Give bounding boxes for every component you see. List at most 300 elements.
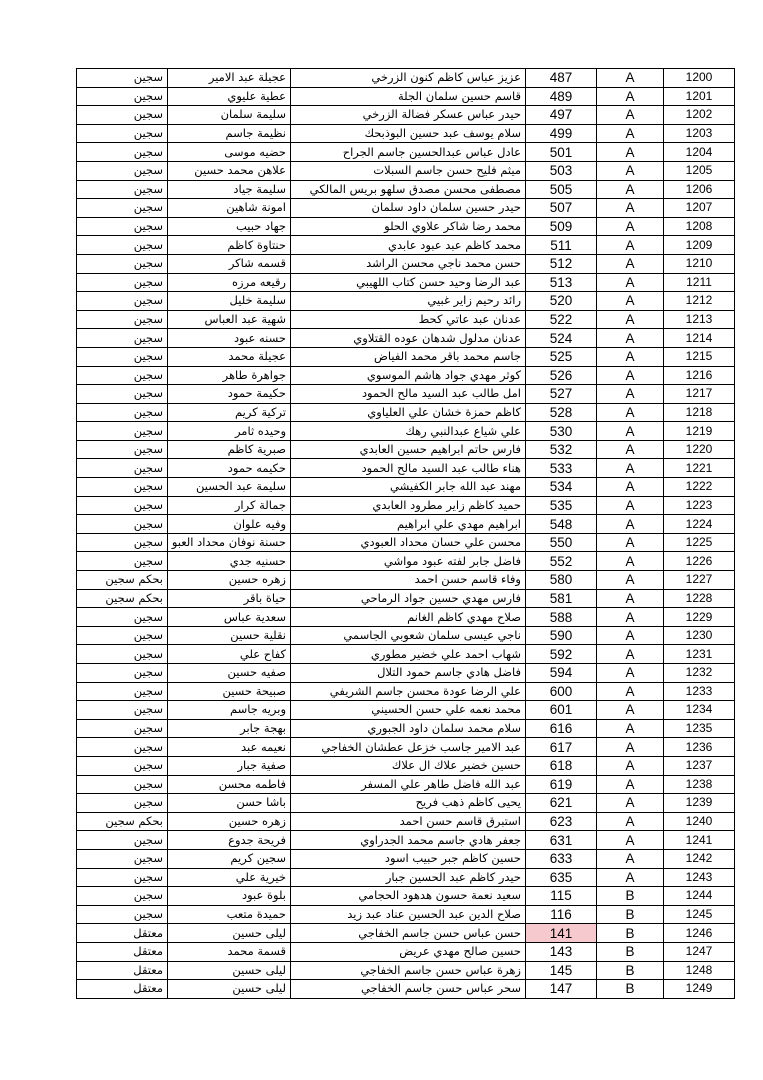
status-cell: سجين	[77, 682, 168, 701]
full-name-cell: حسين خضير علاك ال علاك	[291, 756, 526, 775]
sequence-number-cell: 1203	[664, 124, 735, 143]
status-cell: سجين	[77, 756, 168, 775]
mother-name-cell: باشا حسن	[168, 794, 291, 813]
mother-name-cell: نعيمه عبد	[168, 738, 291, 757]
category-cell: A	[597, 515, 664, 534]
table-row	[77, 292, 735, 311]
category-cell: A	[597, 868, 664, 887]
table-row	[77, 738, 735, 757]
category-cell: A	[597, 608, 664, 627]
status-cell: معتقل	[77, 961, 168, 980]
full-name-cell: فاضل هادي جاسم حمود التلال	[291, 664, 526, 683]
category-cell: A	[597, 496, 664, 515]
sequence-number-cell: 1238	[664, 775, 735, 794]
sequence-number-cell: 1231	[664, 645, 735, 664]
category-cell: A	[597, 794, 664, 813]
status-cell: سجين	[77, 478, 168, 497]
status-cell: سجين	[77, 849, 168, 868]
table-row	[77, 812, 735, 831]
full-name-cell: سلام يوسف عبد حسين البوذبحك	[291, 124, 526, 143]
mother-name-cell: فاطمه محسن	[168, 775, 291, 794]
full-name-cell: حسن محمد ناجي محسن الراشد	[291, 254, 526, 273]
category-cell: A	[597, 347, 664, 366]
record-number-cell: 635	[526, 868, 597, 887]
mother-name-cell: شهية عبد العباس	[168, 310, 291, 329]
mother-name-cell: جواهرة طاهر	[168, 366, 291, 385]
category-cell: A	[597, 571, 664, 590]
category-cell: A	[597, 217, 664, 236]
full-name-cell: استبرق قاسم حسن احمد	[291, 812, 526, 831]
table-row	[77, 849, 735, 868]
sequence-number-cell: 1208	[664, 217, 735, 236]
category-cell: A	[597, 106, 664, 125]
full-name-cell: محسن علي حسان محداد العبودي	[291, 533, 526, 552]
category-cell: A	[597, 775, 664, 794]
full-name-cell: سلام محمد سلمان داود الجبوري	[291, 719, 526, 738]
full-name-cell: حيدر عباس عسكر فضالة الزرخي	[291, 106, 526, 125]
category-cell: A	[597, 645, 664, 664]
sequence-number-cell: 1249	[664, 980, 735, 999]
full-name-cell: شهاب احمد علي خضير مطوري	[291, 645, 526, 664]
status-cell: سجين	[77, 69, 168, 88]
category-cell: A	[597, 385, 664, 404]
full-name-cell: ميثم فليح حسن جاسم السبلات	[291, 161, 526, 180]
record-number-cell: 526	[526, 366, 597, 385]
category-cell: A	[597, 459, 664, 478]
table-row	[77, 626, 735, 645]
sequence-number-cell: 1248	[664, 961, 735, 980]
table-row	[77, 589, 735, 608]
table-row	[77, 571, 735, 590]
mother-name-cell: امونة شاهين	[168, 199, 291, 218]
status-cell: سجين	[77, 905, 168, 924]
full-name-cell: جعفر هادي جاسم محمد الجدراوي	[291, 831, 526, 850]
table-row	[77, 775, 735, 794]
sequence-number-cell: 1207	[664, 199, 735, 218]
record-number-cell: 501	[526, 143, 597, 162]
mother-name-cell: رقيعه مرزه	[168, 273, 291, 292]
category-cell: A	[597, 161, 664, 180]
table-row	[77, 217, 735, 236]
mother-name-cell: خيرية علي	[168, 868, 291, 887]
status-cell: سجين	[77, 422, 168, 441]
record-number-cell: 618	[526, 756, 597, 775]
status-cell: سجين	[77, 719, 168, 738]
status-cell: بحكم سجين	[77, 589, 168, 608]
record-number-cell: 147	[526, 980, 597, 999]
sequence-number-cell: 1220	[664, 440, 735, 459]
sequence-number-cell: 1204	[664, 143, 735, 162]
status-cell: سجين	[77, 87, 168, 106]
sequence-number-cell: 1213	[664, 310, 735, 329]
status-cell: معتقل	[77, 980, 168, 999]
mother-name-cell: صبرية كاظم	[168, 440, 291, 459]
status-cell: سجين	[77, 775, 168, 794]
category-cell: B	[597, 887, 664, 906]
mother-name-cell: علاهن محمد حسين	[168, 161, 291, 180]
record-number-cell: 525	[526, 347, 597, 366]
full-name-cell: كاظم حمزة خشان علي العلياوي	[291, 403, 526, 422]
record-number-cell: 621	[526, 794, 597, 813]
table-row	[77, 756, 735, 775]
sequence-number-cell: 1214	[664, 329, 735, 348]
table-row	[77, 329, 735, 348]
table-row	[77, 310, 735, 329]
status-cell: سجين	[77, 254, 168, 273]
full-name-cell: عدنان مدلول شدهان عوده القتلاوي	[291, 329, 526, 348]
record-number-cell: 588	[526, 608, 597, 627]
record-number-cell: 522	[526, 310, 597, 329]
mother-name-cell: سجين كريم	[168, 849, 291, 868]
category-cell: A	[597, 589, 664, 608]
record-number-cell: 619	[526, 775, 597, 794]
sequence-number-cell: 1234	[664, 701, 735, 720]
full-name-cell: كوثر مهدي جواد هاشم الموسوي	[291, 366, 526, 385]
table-row	[77, 69, 735, 88]
full-name-cell: حسن عباس حسن جاسم الخفاجي	[291, 924, 526, 943]
record-number-cell: 115	[526, 887, 597, 906]
mother-name-cell: عجيلة عبد الامير	[168, 69, 291, 88]
mother-name-cell: حميدة متعب	[168, 905, 291, 924]
category-cell: A	[597, 552, 664, 571]
table-row	[77, 980, 735, 999]
sequence-number-cell: 1239	[664, 794, 735, 813]
status-cell: سجين	[77, 608, 168, 627]
category-cell: A	[597, 440, 664, 459]
category-cell: A	[597, 366, 664, 385]
table-row	[77, 459, 735, 478]
mother-name-cell: بلوة عبود	[168, 887, 291, 906]
sequence-number-cell: 1210	[664, 254, 735, 273]
record-number-cell: 592	[526, 645, 597, 664]
status-cell: سجين	[77, 310, 168, 329]
full-name-cell: حسين كاظم جبر حبيب اسود	[291, 849, 526, 868]
mother-name-cell: سليمة سلمان	[168, 106, 291, 125]
mother-name-cell: نقلية حسين	[168, 626, 291, 645]
record-number-cell: 145	[526, 961, 597, 980]
category-cell: A	[597, 849, 664, 868]
sequence-number-cell: 1202	[664, 106, 735, 125]
category-cell: A	[597, 310, 664, 329]
status-cell: سجين	[77, 366, 168, 385]
table-row	[77, 682, 735, 701]
category-cell: A	[597, 533, 664, 552]
mother-name-cell: حضيه موسى	[168, 143, 291, 162]
mother-name-cell: جمالة كرار	[168, 496, 291, 515]
category-cell: A	[597, 273, 664, 292]
full-name-cell: صلاح الدين عبد الحسين عناد عبد زيد	[291, 905, 526, 924]
full-name-cell: رائد رحيم زاير غبيي	[291, 292, 526, 311]
record-number-cell: 616	[526, 719, 597, 738]
category-cell: A	[597, 756, 664, 775]
table-row	[77, 347, 735, 366]
record-number-cell: 580	[526, 571, 597, 590]
sequence-number-cell: 1219	[664, 422, 735, 441]
full-name-cell: محمد كاظم عبد عبود عابدي	[291, 236, 526, 255]
record-number-cell: 548	[526, 515, 597, 534]
sequence-number-cell: 1228	[664, 589, 735, 608]
status-cell: سجين	[77, 385, 168, 404]
record-number-cell: 633	[526, 849, 597, 868]
full-name-cell: فارس حاتم ابراهيم حسين العابدي	[291, 440, 526, 459]
full-name-cell: حميد كاظم زاير مطرود العابدي	[291, 496, 526, 515]
sequence-number-cell: 1201	[664, 87, 735, 106]
category-cell: A	[597, 87, 664, 106]
table-row	[77, 161, 735, 180]
sequence-number-cell: 1221	[664, 459, 735, 478]
status-cell: بحكم سجين	[77, 812, 168, 831]
sequence-number-cell: 1209	[664, 236, 735, 255]
table-row	[77, 87, 735, 106]
document-sheet	[76, 68, 713, 999]
mother-name-cell: حياة باقر	[168, 589, 291, 608]
full-name-cell: مهند عبد الله جابر الكفيشي	[291, 478, 526, 497]
category-cell: B	[597, 905, 664, 924]
sequence-number-cell: 1215	[664, 347, 735, 366]
mother-name-cell: وبريه جاسم	[168, 701, 291, 720]
record-number-cell: 143	[526, 942, 597, 961]
status-cell: سجين	[77, 124, 168, 143]
sequence-number-cell: 1246	[664, 924, 735, 943]
sequence-number-cell: 1229	[664, 608, 735, 627]
table-row	[77, 961, 735, 980]
sequence-number-cell: 1247	[664, 942, 735, 961]
table-row	[77, 143, 735, 162]
category-cell: A	[597, 329, 664, 348]
full-name-cell: ابراهيم مهدي علي ابراهيم	[291, 515, 526, 534]
table-row	[77, 924, 735, 943]
status-cell: سجين	[77, 831, 168, 850]
full-name-cell: جاسم محمد باقر محمد الفياض	[291, 347, 526, 366]
table-row	[77, 868, 735, 887]
status-cell: سجين	[77, 515, 168, 534]
record-number-cell: 552	[526, 552, 597, 571]
mother-name-cell: وحيده ثامر	[168, 422, 291, 441]
sequence-number-cell: 1237	[664, 756, 735, 775]
mother-name-cell: حسنيه جدي	[168, 552, 291, 571]
table-row	[77, 701, 735, 720]
mother-name-cell: حنتاوة كاظم	[168, 236, 291, 255]
status-cell: سجين	[77, 626, 168, 645]
records-table-body	[77, 69, 735, 999]
mother-name-cell: زهره حسين	[168, 812, 291, 831]
record-number-cell: 535	[526, 496, 597, 515]
table-row	[77, 124, 735, 143]
full-name-cell: حيدر كاظم عبد الحسين جبار	[291, 868, 526, 887]
mother-name-cell: نظيمة جاسم	[168, 124, 291, 143]
status-cell: سجين	[77, 552, 168, 571]
status-cell: سجين	[77, 868, 168, 887]
sequence-number-cell: 1224	[664, 515, 735, 534]
table-row	[77, 905, 735, 924]
status-cell: سجين	[77, 459, 168, 478]
sequence-number-cell: 1240	[664, 812, 735, 831]
record-number-cell: 497	[526, 106, 597, 125]
full-name-cell: عدنان عبد عاتي كحط	[291, 310, 526, 329]
full-name-cell: فاضل جابر لفته عبود مواشي	[291, 552, 526, 571]
category-cell: B	[597, 942, 664, 961]
category-cell: A	[597, 682, 664, 701]
sequence-number-cell: 1218	[664, 403, 735, 422]
mother-name-cell: وفيه علوان	[168, 515, 291, 534]
mother-name-cell: صفيه حسين	[168, 664, 291, 683]
record-number-cell: 487	[526, 69, 597, 88]
mother-name-cell: حسنة نوفان محداد العبو	[168, 533, 291, 552]
full-name-cell: وفاء قاسم حسن احمد	[291, 571, 526, 590]
record-number-cell: 499	[526, 124, 597, 143]
record-number-cell: 600	[526, 682, 597, 701]
record-number-cell: 524	[526, 329, 597, 348]
record-number-cell: 590	[526, 626, 597, 645]
table-row	[77, 106, 735, 125]
sequence-number-cell: 1205	[664, 161, 735, 180]
full-name-cell: مصطفى محسن مصدق سلهو بريس المالكي	[291, 180, 526, 199]
sequence-number-cell: 1232	[664, 664, 735, 683]
table-row	[77, 440, 735, 459]
table-row	[77, 645, 735, 664]
status-cell: سجين	[77, 180, 168, 199]
status-cell: سجين	[77, 664, 168, 683]
full-name-cell: ناجي عيسى سلمان شعوبي الجاسمي	[291, 626, 526, 645]
mother-name-cell: سليمة جياد	[168, 180, 291, 199]
mother-name-cell: قسمه شاكر	[168, 254, 291, 273]
status-cell: سجين	[77, 329, 168, 348]
full-name-cell: قاسم حسين سلمان الجلة	[291, 87, 526, 106]
table-row	[77, 478, 735, 497]
status-cell: سجين	[77, 292, 168, 311]
full-name-cell: زهرة عباس حسن جاسم الخفاجي	[291, 961, 526, 980]
record-number-cell: 513	[526, 273, 597, 292]
record-number-cell: 530	[526, 422, 597, 441]
table-row	[77, 942, 735, 961]
category-cell: A	[597, 180, 664, 199]
sequence-number-cell: 1212	[664, 292, 735, 311]
table-row	[77, 273, 735, 292]
table-row	[77, 254, 735, 273]
table-row	[77, 496, 735, 515]
full-name-cell: هناء طالب عبد السيد مالح الحمود	[291, 459, 526, 478]
record-number-cell: 489	[526, 87, 597, 106]
status-cell: سجين	[77, 533, 168, 552]
table-row	[77, 664, 735, 683]
table-row	[77, 385, 735, 404]
mother-name-cell: ليلى حسين	[168, 980, 291, 999]
mother-name-cell: تركية كريم	[168, 403, 291, 422]
mother-name-cell: زهره حسين	[168, 571, 291, 590]
record-number-cell: 631	[526, 831, 597, 850]
status-cell: سجين	[77, 143, 168, 162]
mother-name-cell: حسنه عبود	[168, 329, 291, 348]
record-number-cell: 623	[526, 812, 597, 831]
full-name-cell: فارس مهدي حسين جواد الرماحي	[291, 589, 526, 608]
status-cell: سجين	[77, 217, 168, 236]
mother-name-cell: عجيلة محمد	[168, 347, 291, 366]
records-table	[76, 68, 735, 999]
table-row	[77, 515, 735, 534]
category-cell: A	[597, 664, 664, 683]
full-name-cell: عبد الامير جاسب خزعل عطشان الخفاجي	[291, 738, 526, 757]
full-name-cell: محمد رضا شاكر علاوي الحلو	[291, 217, 526, 236]
table-row	[77, 533, 735, 552]
record-number-cell: 594	[526, 664, 597, 683]
mother-name-cell: سعدية عباس	[168, 608, 291, 627]
category-cell: A	[597, 422, 664, 441]
mother-name-cell: صبيحة حسين	[168, 682, 291, 701]
status-cell: سجين	[77, 440, 168, 459]
mother-name-cell: عطية عليوي	[168, 87, 291, 106]
record-number-cell: 550	[526, 533, 597, 552]
status-cell: سجين	[77, 347, 168, 366]
mother-name-cell: سليمة خليل	[168, 292, 291, 311]
mother-name-cell: كفاح علي	[168, 645, 291, 664]
sequence-number-cell: 1236	[664, 738, 735, 757]
category-cell: A	[597, 738, 664, 757]
table-row	[77, 422, 735, 441]
category-cell: A	[597, 124, 664, 143]
record-number-cell: 527	[526, 385, 597, 404]
full-name-cell: سحر عباس حسن جاسم الخفاجي	[291, 980, 526, 999]
mother-name-cell: فريحة جدوع	[168, 831, 291, 850]
status-cell: سجين	[77, 701, 168, 720]
record-number-cell: 532	[526, 440, 597, 459]
record-number-cell: 533	[526, 459, 597, 478]
table-row	[77, 719, 735, 738]
category-cell: A	[597, 812, 664, 831]
mother-name-cell: سليمة عبد الحسين	[168, 478, 291, 497]
full-name-cell: صلاح مهدي كاظم الغانم	[291, 608, 526, 627]
record-number-cell: 528	[526, 403, 597, 422]
category-cell: A	[597, 236, 664, 255]
sequence-number-cell: 1216	[664, 366, 735, 385]
table-row	[77, 403, 735, 422]
mother-name-cell: جهاد حبيب	[168, 217, 291, 236]
sequence-number-cell: 1241	[664, 831, 735, 850]
sequence-number-cell: 1206	[664, 180, 735, 199]
sequence-number-cell: 1225	[664, 533, 735, 552]
full-name-cell: عزيز عباس كاظم كنون الزرخي	[291, 69, 526, 88]
sequence-number-cell: 1223	[664, 496, 735, 515]
table-row	[77, 552, 735, 571]
table-row	[77, 887, 735, 906]
record-number-cell: 509	[526, 217, 597, 236]
table-row	[77, 366, 735, 385]
sequence-number-cell: 1222	[664, 478, 735, 497]
record-number-cell: 512	[526, 254, 597, 273]
table-row	[77, 236, 735, 255]
mother-name-cell: بهجة جابر	[168, 719, 291, 738]
record-number-cell: 617	[526, 738, 597, 757]
status-cell: سجين	[77, 106, 168, 125]
sequence-number-cell: 1230	[664, 626, 735, 645]
table-row	[77, 199, 735, 218]
status-cell: سجين	[77, 496, 168, 515]
table-row	[77, 794, 735, 813]
sequence-number-cell: 1245	[664, 905, 735, 924]
sequence-number-cell: 1233	[664, 682, 735, 701]
status-cell: سجين	[77, 403, 168, 422]
full-name-cell: علي شياع عبدالنبي رهك	[291, 422, 526, 441]
full-name-cell: عبد الله فاضل طاهر علي المسفر	[291, 775, 526, 794]
status-cell: سجين	[77, 738, 168, 757]
record-number-cell: 503	[526, 161, 597, 180]
category-cell: A	[597, 701, 664, 720]
status-cell: معتقل	[77, 924, 168, 943]
sequence-number-cell: 1226	[664, 552, 735, 571]
status-cell: سجين	[77, 161, 168, 180]
record-number-cell: 520	[526, 292, 597, 311]
record-number-cell: 505	[526, 180, 597, 199]
full-name-cell: سعيد نعمة حسون هدهود الحجامي	[291, 887, 526, 906]
